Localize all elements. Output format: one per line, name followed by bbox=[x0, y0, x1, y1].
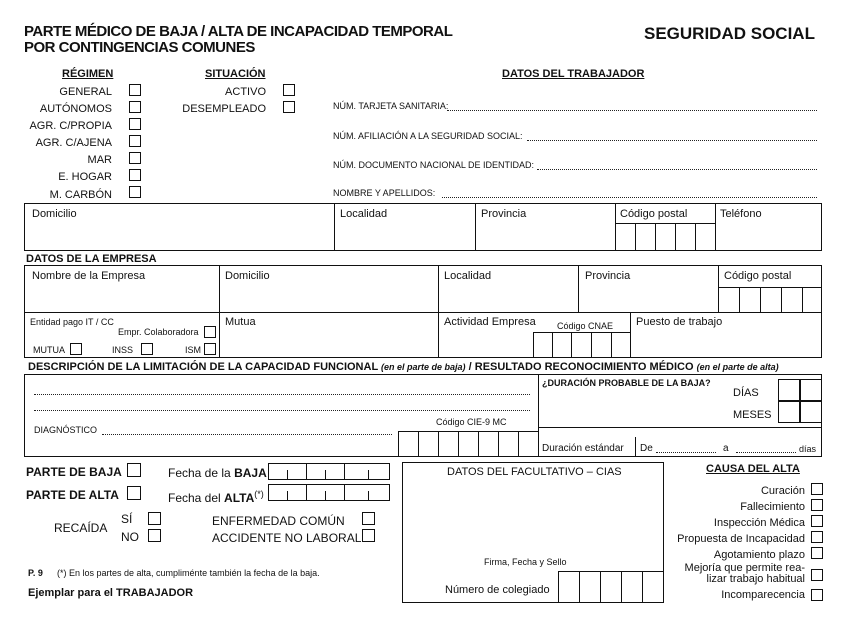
nombre-field[interactable] bbox=[442, 197, 817, 198]
descripcion-title bbox=[28, 361, 779, 373]
cnae-cells-top bbox=[533, 332, 630, 333]
cnae-cell-divider bbox=[611, 332, 612, 358]
entidad-pago-label: Entidad pago IT / CC bbox=[30, 317, 114, 327]
cp-cell-divider bbox=[635, 223, 636, 251]
accidente-checkbox[interactable] bbox=[362, 529, 375, 542]
recaida-label: RECAÍDA bbox=[54, 521, 108, 535]
meses-cell[interactable] bbox=[778, 401, 801, 423]
divider bbox=[635, 437, 636, 457]
empresa-provincia-label: Provincia bbox=[585, 270, 631, 282]
empr-colaboradora-label: Empr. Colaboradora bbox=[118, 327, 199, 337]
divider bbox=[475, 203, 476, 251]
cp-cell-divider bbox=[675, 223, 676, 251]
diagnostico-label: DIAGNÓSTICO bbox=[34, 425, 98, 435]
enfermedad-comun-checkbox[interactable] bbox=[362, 512, 375, 525]
form-title bbox=[24, 24, 452, 56]
situacion-title: SITUACIÓN bbox=[205, 68, 266, 80]
duracion-estandar-label: Duración estándar bbox=[542, 443, 624, 454]
meses-label: MESES bbox=[733, 409, 772, 421]
descripcion-title-main2: RESULTADO RECONOCIMIENTO MÉDICO bbox=[474, 361, 694, 373]
causa-agotamiento-label: Agotamiento plazo bbox=[713, 549, 805, 561]
ejemplar-label: Ejemplar para el TRABAJADOR bbox=[28, 587, 194, 599]
colegiado-cell-divider bbox=[600, 571, 601, 603]
tarjeta-sanitaria-field[interactable] bbox=[447, 110, 817, 111]
empr-colaboradora-checkbox[interactable] bbox=[204, 326, 216, 338]
domicilio-row bbox=[24, 203, 822, 251]
divider bbox=[24, 312, 822, 313]
firma-label: Firma, Fecha y Sello bbox=[484, 557, 567, 567]
localidad-label: Localidad bbox=[340, 208, 388, 220]
mutua-checkbox[interactable] bbox=[70, 343, 82, 355]
divider bbox=[615, 203, 616, 251]
divider bbox=[538, 374, 539, 457]
causa-mejoria-checkbox[interactable] bbox=[811, 569, 823, 581]
colegiado-cell-divider bbox=[621, 571, 622, 603]
actividad-label: Actividad Empresa bbox=[444, 316, 536, 328]
divider bbox=[578, 265, 579, 312]
cp-cells-top bbox=[615, 223, 715, 224]
colegiado-cell-divider bbox=[579, 571, 580, 603]
causa-propuesta-label: Propuesta de Incapacidad bbox=[677, 533, 805, 545]
divider bbox=[630, 312, 631, 358]
cie-cell-divider bbox=[418, 431, 419, 457]
causa-incomparecencia-label: Incomparecencia bbox=[721, 589, 805, 601]
empresa-domicilio-label: Domicilio bbox=[225, 270, 270, 282]
telefono-label: Teléfono bbox=[720, 208, 762, 220]
tick bbox=[306, 484, 307, 501]
cnae-cell-divider bbox=[533, 332, 534, 358]
causa-inspeccion-label: Inspección Médica bbox=[713, 517, 805, 529]
cp-cell-divider bbox=[802, 287, 803, 312]
regimen-agr-ajena-checkbox[interactable] bbox=[129, 135, 141, 147]
colegiado-cells-top bbox=[558, 571, 664, 572]
inss-cb-label: INSS bbox=[112, 345, 134, 355]
colegiado-cell-divider bbox=[558, 571, 559, 603]
inss-checkbox[interactable] bbox=[141, 343, 153, 355]
regimen-label: MAR bbox=[87, 154, 112, 167]
situacion-desempleado-checkbox[interactable] bbox=[283, 101, 295, 113]
dias-small-label: días bbox=[799, 444, 817, 454]
regimen-label: GENERAL bbox=[59, 86, 112, 98]
dias-label: DÍAS bbox=[733, 387, 759, 399]
tick bbox=[344, 484, 345, 501]
causa-fallecimiento-checkbox[interactable] bbox=[811, 499, 823, 511]
domicilio-label: Domicilio bbox=[32, 208, 77, 220]
parte-alta-checkbox[interactable] bbox=[127, 486, 141, 500]
tick bbox=[306, 463, 307, 480]
regimen-autonomos-checkbox[interactable] bbox=[129, 101, 141, 113]
org-name: SEGURIDAD SOCIAL bbox=[644, 24, 815, 43]
tick bbox=[287, 470, 288, 480]
facultativo-title: DATOS DEL FACULTATIVO – CIAS bbox=[447, 466, 622, 478]
facultativo-box bbox=[402, 462, 664, 603]
causa-mejoria-label bbox=[660, 563, 805, 585]
a-label: a bbox=[723, 443, 729, 454]
descripcion-note-baja: (en el parte de baja) bbox=[381, 362, 466, 372]
regimen-title: RÉGIMEN bbox=[62, 68, 114, 80]
tick bbox=[344, 463, 345, 480]
de-label: De bbox=[640, 443, 653, 454]
empresa-localidad-label: Localidad bbox=[444, 270, 492, 282]
descripcion-line-1[interactable] bbox=[34, 394, 530, 395]
duracion-a-field[interactable] bbox=[736, 452, 796, 453]
divider bbox=[438, 265, 439, 358]
ism-checkbox[interactable] bbox=[204, 343, 216, 355]
causa-propuesta-checkbox[interactable] bbox=[811, 531, 823, 543]
cp-cell-divider bbox=[695, 223, 696, 251]
afiliacion-field[interactable] bbox=[527, 140, 817, 141]
divider bbox=[538, 427, 822, 428]
dias-cell[interactable] bbox=[778, 379, 801, 401]
nombre-label: NOMBRE Y APELLIDOS: bbox=[333, 188, 436, 198]
regimen-label: M. CARBÓN bbox=[49, 188, 112, 201]
dias-cell[interactable] bbox=[799, 379, 822, 401]
recaida-si-checkbox[interactable] bbox=[148, 512, 161, 525]
fecha-alta-prefix: Fecha del bbox=[168, 491, 221, 505]
divider bbox=[718, 265, 719, 312]
recaida-no-checkbox[interactable] bbox=[148, 529, 161, 542]
regimen-labels bbox=[14, 84, 112, 204]
empresa-title: DATOS DE LA EMPRESA bbox=[26, 253, 157, 265]
regimen-agr-propia-checkbox[interactable] bbox=[129, 118, 141, 130]
fecha-baja-prefix: Fecha de la bbox=[168, 466, 231, 480]
codigo-cnae-label: Código CNAE bbox=[557, 321, 614, 331]
cie-cell-divider bbox=[478, 431, 479, 457]
duracion-de-field[interactable] bbox=[656, 452, 716, 453]
tick bbox=[368, 470, 369, 480]
causa-curacion-checkbox[interactable] bbox=[811, 483, 823, 495]
colegiado-cell-divider bbox=[642, 571, 643, 603]
mutua-label: Mutua bbox=[225, 316, 256, 328]
footnote: (*) En los partes de alta, cumpliménte también la fecha de la baja. bbox=[57, 568, 320, 578]
descripcion-separator: / bbox=[468, 361, 472, 373]
situacion-label: DESEMPLEADO bbox=[182, 103, 266, 115]
form-code: P. 9 bbox=[28, 568, 43, 578]
cie-cell-divider bbox=[398, 431, 399, 457]
divider bbox=[334, 203, 335, 251]
cp-cell-divider bbox=[760, 287, 761, 312]
fecha-alta-sup: (*) bbox=[254, 489, 264, 499]
meses-cell[interactable] bbox=[799, 401, 822, 423]
empresa-cp-label: Código postal bbox=[724, 270, 792, 282]
causa-mejoria-line1: Mejoría que permite rea- bbox=[684, 562, 805, 574]
colegiado-label: Número de colegiado bbox=[445, 584, 550, 596]
cnae-cell-divider bbox=[552, 332, 553, 358]
regimen-label: E. HOGAR bbox=[58, 171, 112, 184]
regimen-label: AGR. C/AJENA bbox=[35, 137, 112, 150]
cp-cells-top bbox=[718, 287, 822, 288]
cie-cell-divider bbox=[438, 431, 439, 457]
regimen-general-checkbox[interactable] bbox=[129, 84, 141, 96]
ism-cb-label: ISM bbox=[185, 345, 202, 355]
tick bbox=[368, 491, 369, 501]
cp-cell-divider bbox=[781, 287, 782, 312]
fecha-baja-bold: BAJA bbox=[234, 466, 267, 480]
enfermedad-comun-label: ENFERMEDAD COMÚN bbox=[212, 514, 345, 528]
fecha-alta-label bbox=[168, 489, 264, 505]
descripcion-note-alta: (en el parte de alta) bbox=[696, 362, 779, 372]
tick bbox=[287, 491, 288, 501]
causa-alta-title: CAUSA DEL ALTA bbox=[706, 463, 800, 475]
fecha-alta-bold: ALTA bbox=[224, 491, 255, 505]
divider bbox=[219, 265, 220, 358]
regimen-mar-checkbox[interactable] bbox=[129, 152, 141, 164]
tarjeta-sanitaria-label: NÚM. TARJETA SANITARIA: bbox=[333, 101, 449, 111]
regimen-label: AUTÓNOMOS bbox=[39, 103, 112, 116]
causa-fallecimiento-label: Fallecimiento bbox=[740, 501, 805, 513]
situacion-label: ACTIVO bbox=[225, 86, 266, 98]
regimen-label: AGR. C/PROPIA bbox=[29, 120, 112, 133]
mutua-cb-label: MUTUA bbox=[33, 345, 65, 355]
descripcion-title-main: DESCRIPCIÓN DE LA LIMITACIÓN DE LA CAPACIDAD FUNCIONAL bbox=[28, 361, 378, 373]
divider bbox=[715, 203, 716, 251]
codigo-postal-label: Código postal bbox=[620, 208, 688, 220]
no-label: NO bbox=[121, 530, 139, 544]
parte-baja-checkbox[interactable] bbox=[127, 463, 141, 477]
afiliacion-label: NÚM. AFILIACIÓN A LA SEGURIDAD SOCIAL: bbox=[333, 131, 523, 141]
empresa-nombre-label: Nombre de la Empresa bbox=[32, 270, 146, 282]
form-title-line2: POR CONTINGENCIAS COMUNES bbox=[24, 39, 255, 56]
form-title-line1: PARTE MÉDICO DE BAJA / ALTA DE INCAPACIDAD TEMPORAL bbox=[24, 23, 453, 40]
accidente-label: ACCIDENTE NO LABORAL bbox=[212, 531, 362, 545]
provincia-label: Provincia bbox=[481, 208, 527, 220]
tick bbox=[325, 491, 326, 501]
situacion-labels bbox=[160, 84, 266, 118]
regimen-hogar-checkbox[interactable] bbox=[129, 169, 141, 181]
causa-incomparecencia-checkbox[interactable] bbox=[811, 589, 823, 601]
fecha-baja-label bbox=[168, 466, 267, 480]
cie-cell-divider bbox=[518, 431, 519, 457]
cie-cells-top bbox=[398, 431, 538, 432]
tick bbox=[325, 470, 326, 480]
si-label: SÍ bbox=[121, 512, 133, 526]
parte-baja-label: PARTE DE BAJA bbox=[26, 465, 122, 479]
causa-agotamiento-checkbox[interactable] bbox=[811, 547, 823, 559]
puesto-label: Puesto de trabajo bbox=[636, 316, 723, 328]
trabajador-title: DATOS DEL TRABAJADOR bbox=[502, 68, 645, 80]
cp-cell-divider bbox=[739, 287, 740, 312]
causa-alta-labels bbox=[660, 483, 805, 563]
duracion-probable-label: ¿DURACIÓN PROBABLE DE LA BAJA? bbox=[542, 378, 711, 388]
cnae-cell-divider bbox=[571, 332, 572, 358]
dni-field[interactable] bbox=[537, 169, 817, 170]
cp-cell-divider bbox=[655, 223, 656, 251]
descripcion-line-2[interactable] bbox=[34, 410, 530, 411]
dni-label: NÚM. DOCUMENTO NACIONAL DE IDENTIDAD: bbox=[333, 160, 535, 170]
cie-cell-divider bbox=[498, 431, 499, 457]
diagnostico-field[interactable] bbox=[102, 434, 392, 435]
causa-mejoria-line2: lizar trabajo habitual bbox=[706, 573, 805, 585]
cie-cell-divider bbox=[458, 431, 459, 457]
situacion-activo-checkbox[interactable] bbox=[283, 84, 295, 96]
regimen-carbon-checkbox[interactable] bbox=[129, 186, 141, 198]
causa-curacion-label: Curación bbox=[760, 485, 805, 497]
cnae-cell-divider bbox=[591, 332, 592, 358]
causa-inspeccion-checkbox[interactable] bbox=[811, 515, 823, 527]
parte-alta-label: PARTE DE ALTA bbox=[26, 488, 119, 502]
codigo-cie-label: Código CIE-9 MC bbox=[436, 417, 507, 427]
